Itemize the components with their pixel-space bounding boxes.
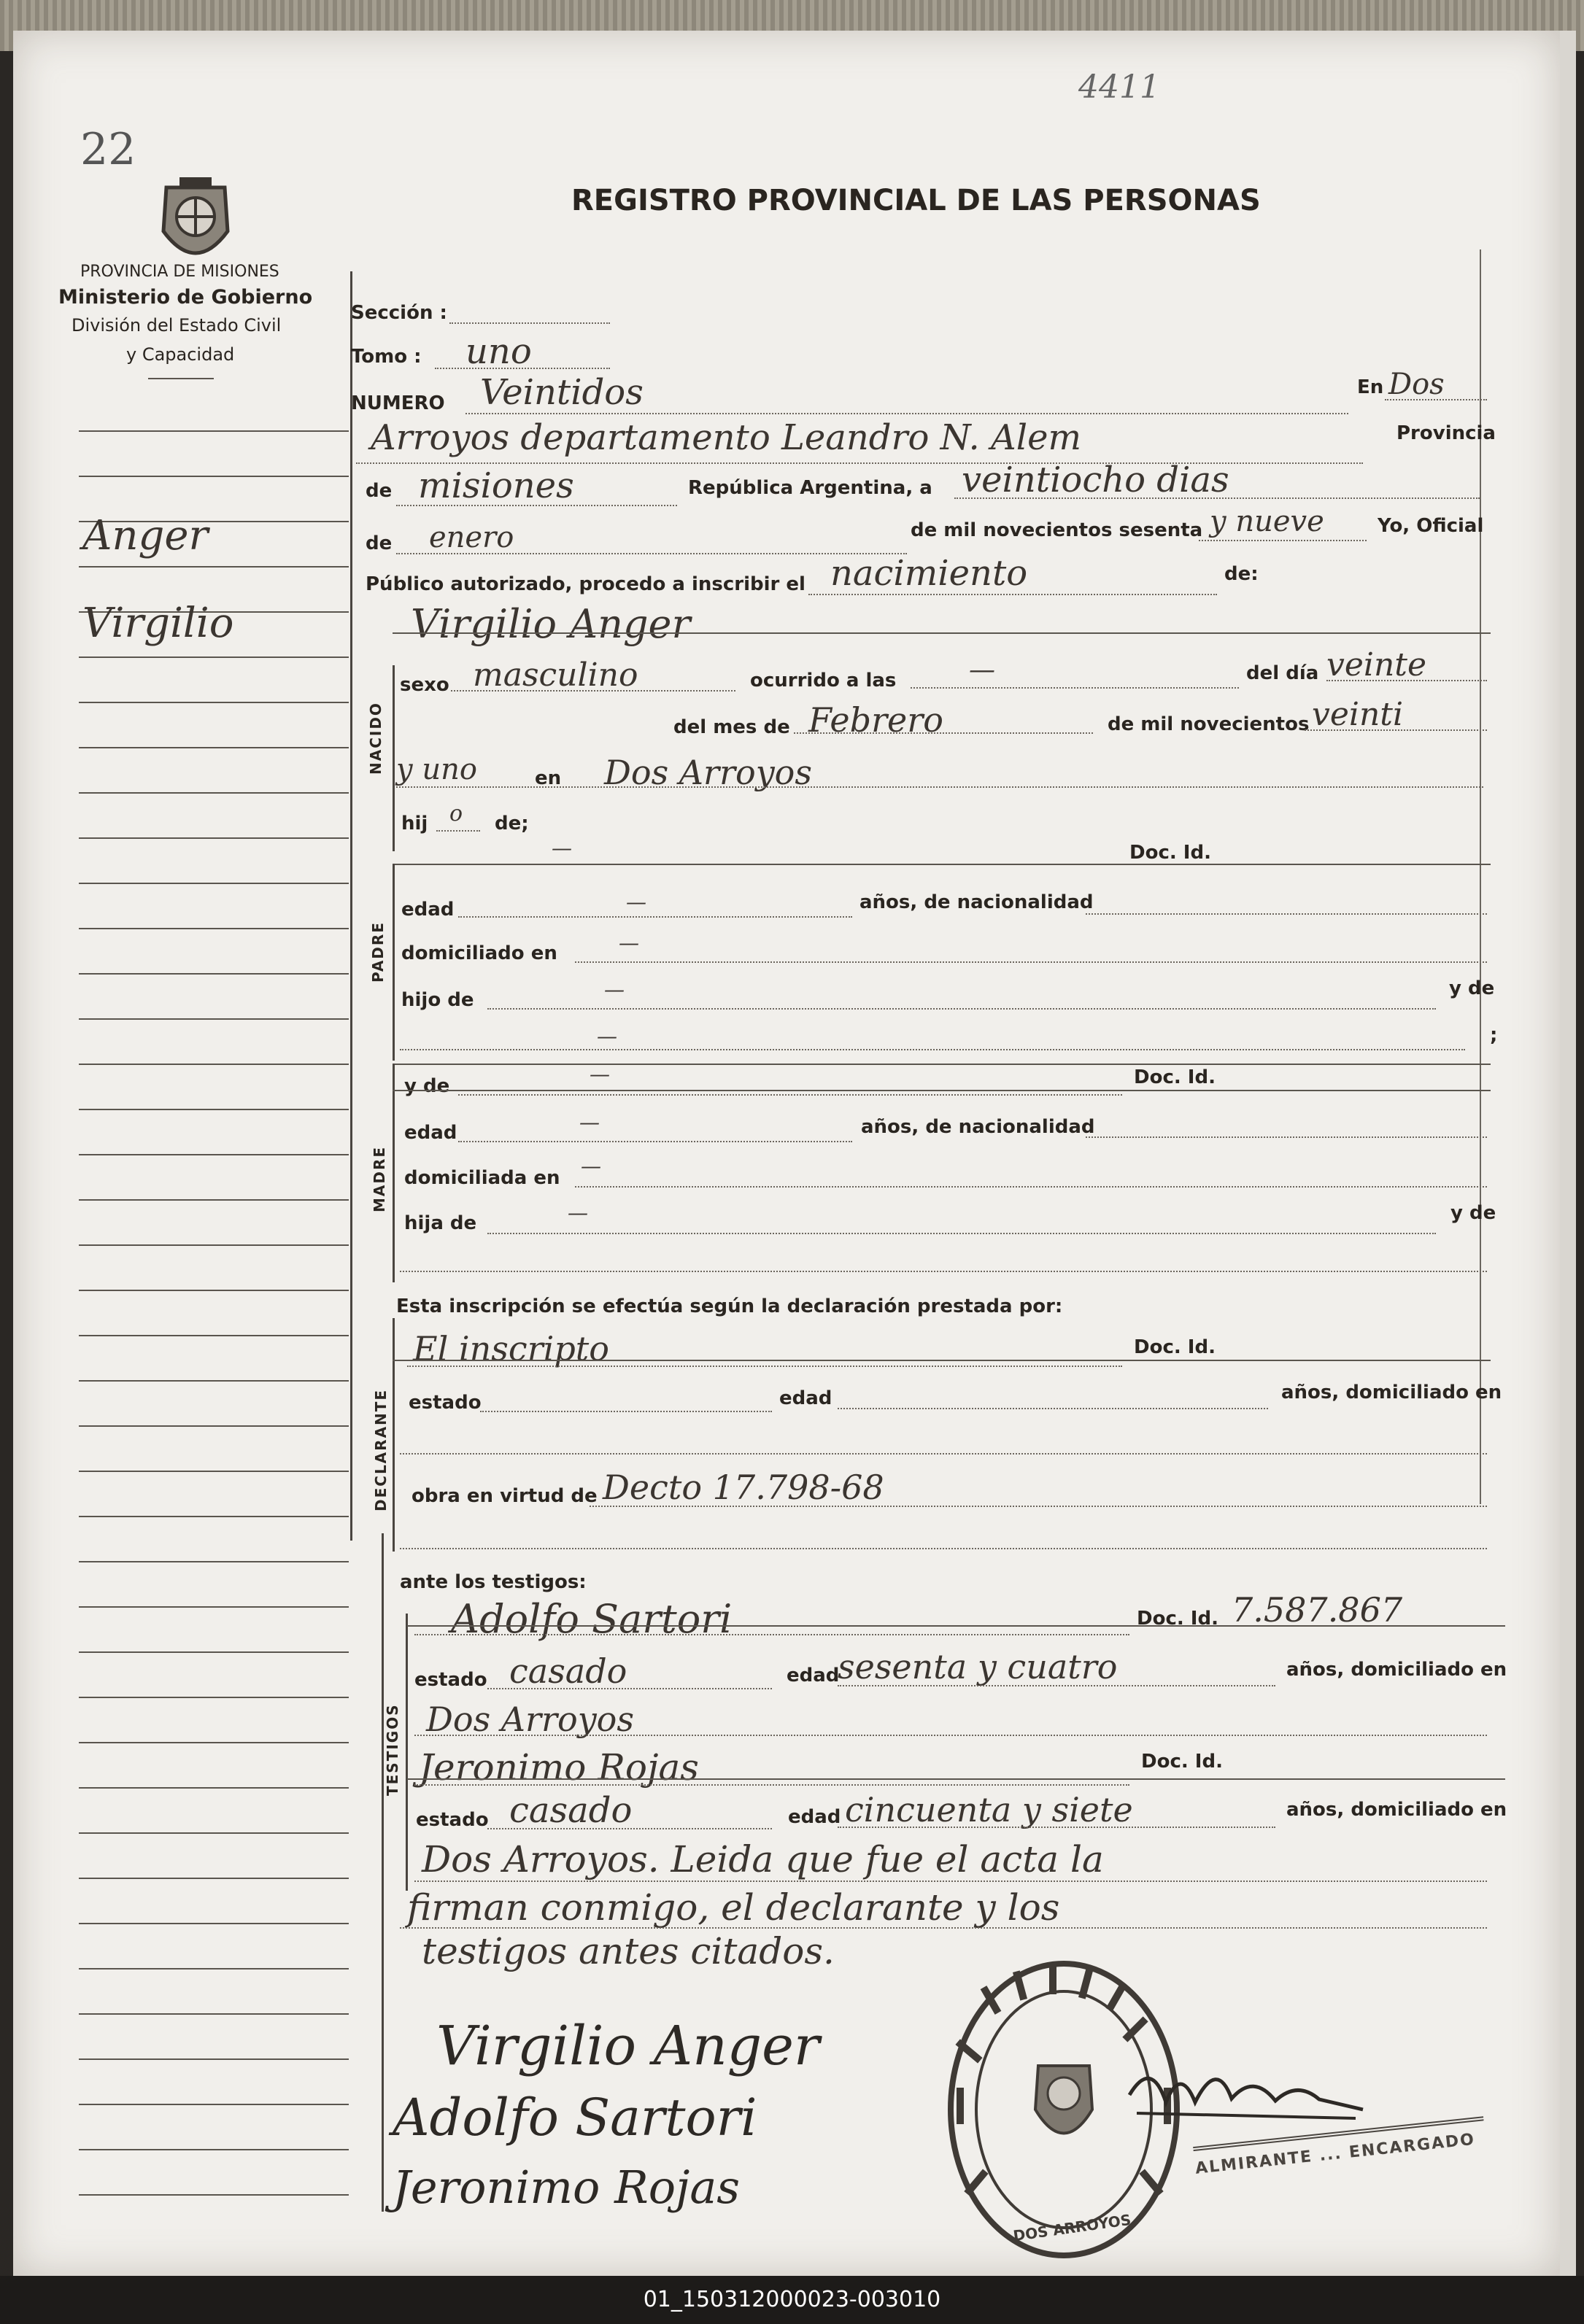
- label-de-semi: de;: [495, 813, 529, 834]
- section-label-testigos: TESTIGOS: [384, 1703, 401, 1796]
- madre-dom-dash: —: [581, 1154, 601, 1178]
- ministry-name: Ministerio de Gobierno: [58, 286, 313, 309]
- value-acto: nacimiento: [830, 553, 1028, 594]
- madre-rule: [393, 1064, 395, 1282]
- label-en: En: [1357, 376, 1384, 398]
- value-anio-nac-2: y uno: [396, 753, 477, 786]
- value-lugar-nac: Dos Arroyos: [604, 753, 812, 792]
- page-number: 22: [80, 124, 136, 175]
- label-obra: obra en virtud de: [412, 1485, 598, 1507]
- division-name-2: y Capacidad: [126, 344, 235, 365]
- value-sexo: masculino: [473, 656, 638, 694]
- value-anio: y nueve: [1210, 505, 1324, 538]
- label-edad-padre: edad: [401, 899, 455, 921]
- label-anos-nac-madre: años, de nacionalidad: [861, 1116, 1095, 1138]
- label-domiciliado-padre: domiciliado en: [401, 942, 557, 964]
- label-ante: ante los testigos:: [400, 1571, 587, 1593]
- padre-rule: [393, 864, 395, 1061]
- label-doc-id-3: Doc. Id.: [1134, 1336, 1216, 1358]
- top-scribble: 4411: [1078, 69, 1160, 106]
- label-doc-id-2: Doc. Id.: [1134, 1066, 1216, 1088]
- encargado-stamp-text: ALMIRANTE ... ENCARGADO: [1194, 2130, 1477, 2178]
- label-estado-decl: estado: [409, 1392, 482, 1414]
- label-anos-dom-t1: años, domiciliado en: [1286, 1659, 1507, 1681]
- label-de-colon: de:: [1224, 563, 1259, 585]
- padre-hijo-dash: —: [604, 977, 625, 1002]
- value-testigo2-edad: cincuenta y siete: [845, 1790, 1133, 1829]
- label-republica: República Argentina, a: [688, 477, 932, 499]
- label-edad-madre: edad: [404, 1122, 457, 1144]
- margin-given-name: Virgilio: [82, 600, 234, 647]
- label-hijo-de: hijo de: [401, 989, 474, 1011]
- value-provincia: misiones: [418, 465, 574, 506]
- label-de: de: [366, 480, 393, 502]
- label-semicolon: ;: [1490, 1024, 1498, 1046]
- value-lugar: Arroyos departamento Leandro N. Alem: [371, 417, 1081, 458]
- label-yo-oficial: Yo, Oficial: [1378, 515, 1484, 537]
- padre-edad-dash: —: [626, 890, 646, 914]
- label-en-2: en: [535, 767, 562, 789]
- value-anio-nac: veinti: [1312, 696, 1404, 733]
- label-domiciliada: domiciliada en: [404, 1167, 560, 1189]
- value-tomo: uno: [465, 331, 532, 372]
- label-y-de-padre: y de: [1449, 977, 1495, 999]
- header-divider: [148, 378, 214, 379]
- testigos-rule: [406, 1614, 408, 1891]
- nacido-dash: —: [552, 836, 572, 860]
- stamp-bottom-text: DOS ARROYOS: [1012, 2210, 1132, 2245]
- label-doc-id-4: Doc. Id.: [1137, 1608, 1218, 1630]
- register-page: [13, 31, 1560, 2277]
- section-label-madre: MADRE: [371, 1145, 388, 1212]
- label-anos-nac-padre: años, de nacionalidad: [859, 891, 1094, 913]
- madre-edad-dash: —: [579, 1110, 600, 1134]
- label-doc-id-1: Doc. Id.: [1129, 842, 1211, 864]
- value-cierre-1: firman conmigo, el declarante y los: [407, 1886, 1060, 1929]
- label-y-de-madre: y de: [404, 1075, 450, 1097]
- value-fecha-dia: veintiocho dias: [962, 460, 1229, 500]
- lower-left-rule: [382, 1533, 384, 2212]
- microfilm-frame-id: 01_150312000023-003010: [0, 2276, 1584, 2324]
- label-anos-dom-decl: años, domiciliado en: [1281, 1382, 1502, 1403]
- value-testigo2-estado: casado: [509, 1790, 633, 1831]
- signature-jeronimo-rojas: Jeronimo Rojas: [393, 2161, 741, 2214]
- label-numero: NUMERO: [351, 392, 445, 414]
- label-ocurrido: ocurrido a las: [750, 670, 897, 692]
- label-provincia: Provincia: [1396, 422, 1496, 444]
- margin-surname: Anger: [82, 512, 209, 559]
- label-tomo: Tomo :: [351, 346, 422, 368]
- value-testigo2: Jeronimo Rojas: [419, 1746, 699, 1789]
- value-testigo1-dom: Dos Arroyos: [426, 1700, 634, 1739]
- madre-ydename-dash: —: [590, 1062, 610, 1086]
- value-hora: —: [969, 655, 995, 685]
- document-title: REGISTRO PROVINCIAL DE LAS PERSONAS: [571, 184, 1261, 217]
- province-name: PROVINCIA DE MISIONES: [80, 263, 279, 281]
- declarante-rule: [393, 1318, 395, 1552]
- label-sexo: sexo: [400, 674, 449, 696]
- value-mes: enero: [429, 521, 514, 554]
- nacido-rule: [393, 665, 395, 851]
- label-y-de-madre-2: y de: [1450, 1202, 1496, 1224]
- label-edad-t2: edad: [788, 1806, 841, 1828]
- padre-dom-dash: —: [619, 931, 639, 955]
- section-label-padre: PADRE: [369, 921, 387, 983]
- label-del-mes: del mes de: [673, 716, 790, 738]
- label-de-2: de: [366, 532, 393, 554]
- value-dia: veinte: [1326, 646, 1427, 683]
- label-inscripcion: Esta inscripción se efectúa según la declaración prestada por:: [396, 1295, 1063, 1317]
- padre-extra-dash: —: [597, 1024, 617, 1048]
- province-crest-icon: [152, 173, 239, 275]
- label-de-mil: de mil novecientos sesenta: [911, 519, 1203, 541]
- madre-hija-dash: —: [568, 1201, 588, 1225]
- label-edad-decl: edad: [779, 1387, 832, 1409]
- value-testigo1-estado: casado: [509, 1651, 627, 1691]
- label-anos-dom-t2: años, domiciliado en: [1286, 1799, 1507, 1821]
- value-obra-virtud: Decto 17.798-68: [603, 1468, 884, 1507]
- section-label-declarante: DECLARANTE: [372, 1388, 390, 1511]
- value-hij: o: [449, 801, 463, 826]
- division-name: División del Estado Civil: [72, 315, 282, 336]
- value-testigo1-edad: sesenta y cuatro: [838, 1647, 1118, 1686]
- official-signature-icon: [1122, 2051, 1370, 2131]
- value-testigo1-doc: 7.587.867: [1232, 1590, 1403, 1630]
- value-testigo2-dom: Dos Arroyos. Leida que fue el acta la: [422, 1838, 1104, 1880]
- signature-adolfo-sartori: Adolfo Sartori: [393, 2088, 757, 2147]
- label-hija-de: hija de: [404, 1212, 477, 1234]
- label-de-mil-2: de mil novecientos: [1108, 713, 1310, 735]
- value-declarante: El inscripto: [413, 1329, 609, 1368]
- signature-virgilio-anger: Virgilio Anger: [436, 2015, 820, 2077]
- label-del-dia: del día: [1246, 662, 1319, 684]
- value-en: Dos: [1388, 368, 1445, 401]
- label-seccion: Sección :: [351, 302, 447, 324]
- label-hij: hij: [401, 813, 428, 834]
- value-testigo1: Adolfo Sartori: [451, 1596, 733, 1642]
- value-nombre: Virgilio Anger: [411, 601, 691, 647]
- value-cierre-2: testigos antes citados.: [422, 1930, 835, 1972]
- label-doc-id-5: Doc. Id.: [1141, 1751, 1223, 1773]
- label-publico: Público autorizado, procedo a inscribir el: [366, 573, 805, 595]
- label-edad-t1: edad: [787, 1665, 840, 1686]
- main-left-rule: [350, 271, 352, 1541]
- value-mes-nac: Febrero: [808, 700, 943, 740]
- section-label-nacido: NACIDO: [367, 702, 385, 775]
- label-estado-t1: estado: [414, 1669, 487, 1691]
- label-estado-t2: estado: [416, 1809, 489, 1831]
- value-numero: Veintidos: [480, 372, 644, 413]
